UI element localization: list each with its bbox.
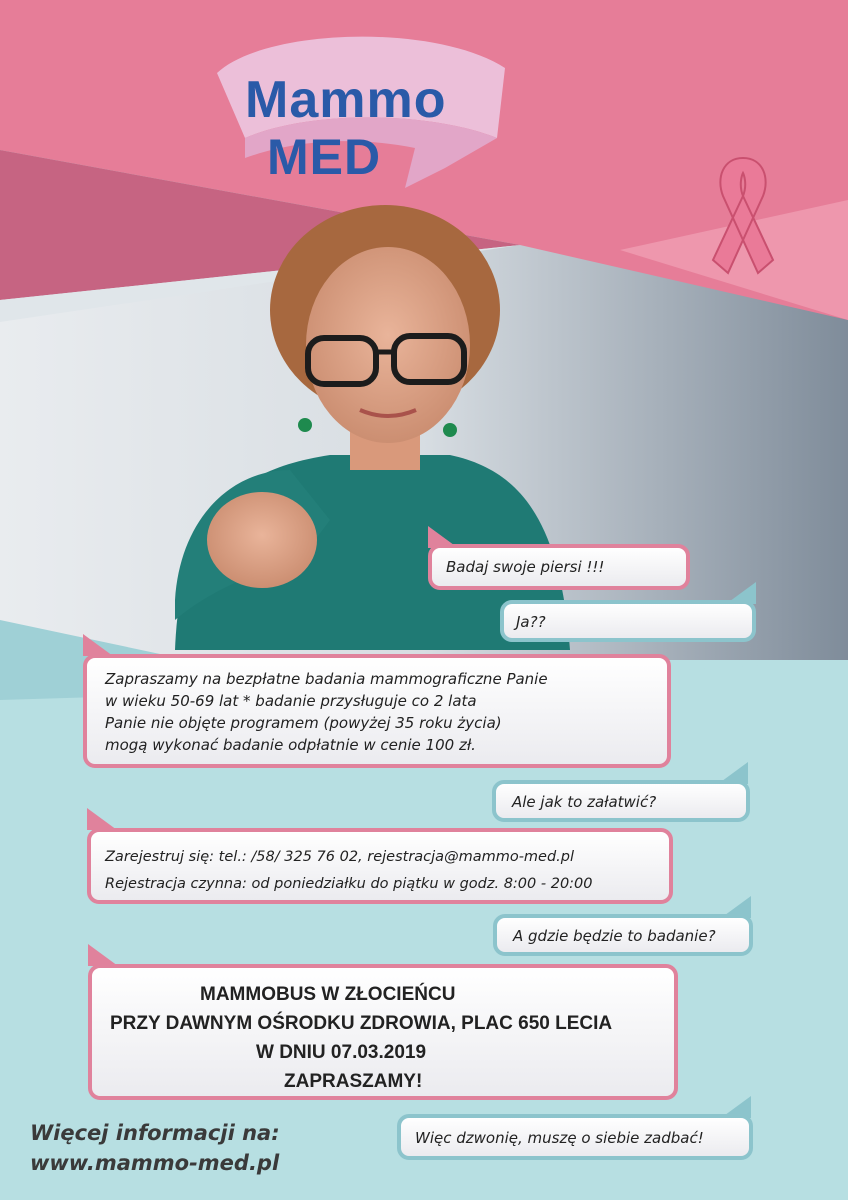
chat-text-badaj: Badaj swoje piersi !!! <box>446 558 605 576</box>
logo-med-text: MED <box>267 129 382 185</box>
bubble-tail-ja <box>718 582 758 604</box>
chat-bubble-gdzie <box>493 914 753 956</box>
footer-url[interactable]: www.mammo-med.pl <box>30 1151 280 1175</box>
bubble-tail-final <box>713 1096 753 1118</box>
chat-bubble-final <box>397 1114 753 1160</box>
bubble-tail-jak <box>710 762 750 784</box>
chat-bubble-info <box>83 654 671 768</box>
chat-bubble-ja <box>500 600 756 642</box>
chat-bubble-register <box>87 828 673 904</box>
footer-label: Więcej informacji na: <box>30 1121 280 1145</box>
chat-text-final: Więc dzwonię, muszę o siebie zadbać! <box>415 1129 704 1147</box>
bubble-tail-gdzie <box>713 896 753 918</box>
info-line: w wieku 50-69 lat * badanie przysługuje co 2 lata <box>105 692 477 710</box>
location-line: MAMMOBUS W ZŁOCIEŃCU <box>200 984 456 1005</box>
register-line: Zarejestruj się: tel.: /58/ 325 76 02, rejestracja@mammo-med.pl <box>105 849 575 865</box>
footer-info <box>30 1118 280 1178</box>
chat-bubble-location <box>88 964 678 1100</box>
chat-text-ja: Ja?? <box>516 613 546 631</box>
logo-mammo-text: Mammo <box>245 71 447 129</box>
info-line: Zapraszamy na bezpłatne badania mammograficzne Panie <box>105 670 548 688</box>
register-line: Rejestracja czynna: od poniedziałku do piątku w godz. 8:00 - 20:00 <box>105 876 593 892</box>
location-line: ZAPRASZAMY! <box>284 1071 423 1092</box>
bubble-tail-badaj <box>428 526 468 548</box>
bubble-tail-register <box>87 808 127 830</box>
chat-text-jak: Ale jak to załatwić? <box>512 793 657 811</box>
bubble-tail-location <box>88 944 128 966</box>
bubble-tail-info <box>83 634 123 656</box>
info-line: mogą wykonać badanie odpłatnie w cenie 100 zł. <box>105 736 476 754</box>
pink-ribbon-icon <box>698 148 788 288</box>
info-line: Panie nie objęte programem (powyżej 35 roku życia) <box>105 714 502 732</box>
location-line: W DNIU 07.03.2019 <box>256 1042 427 1063</box>
location-line: PRZY DAWNYM OŚRODKU ZDROWIA, PLAC 650 LECIA <box>110 1013 613 1034</box>
chat-bubble-jak <box>492 780 750 822</box>
chat-text-gdzie: A gdzie będzie to badanie? <box>513 927 716 945</box>
chat-bubble-badaj <box>428 544 690 590</box>
mammo-med-logo <box>205 28 515 203</box>
